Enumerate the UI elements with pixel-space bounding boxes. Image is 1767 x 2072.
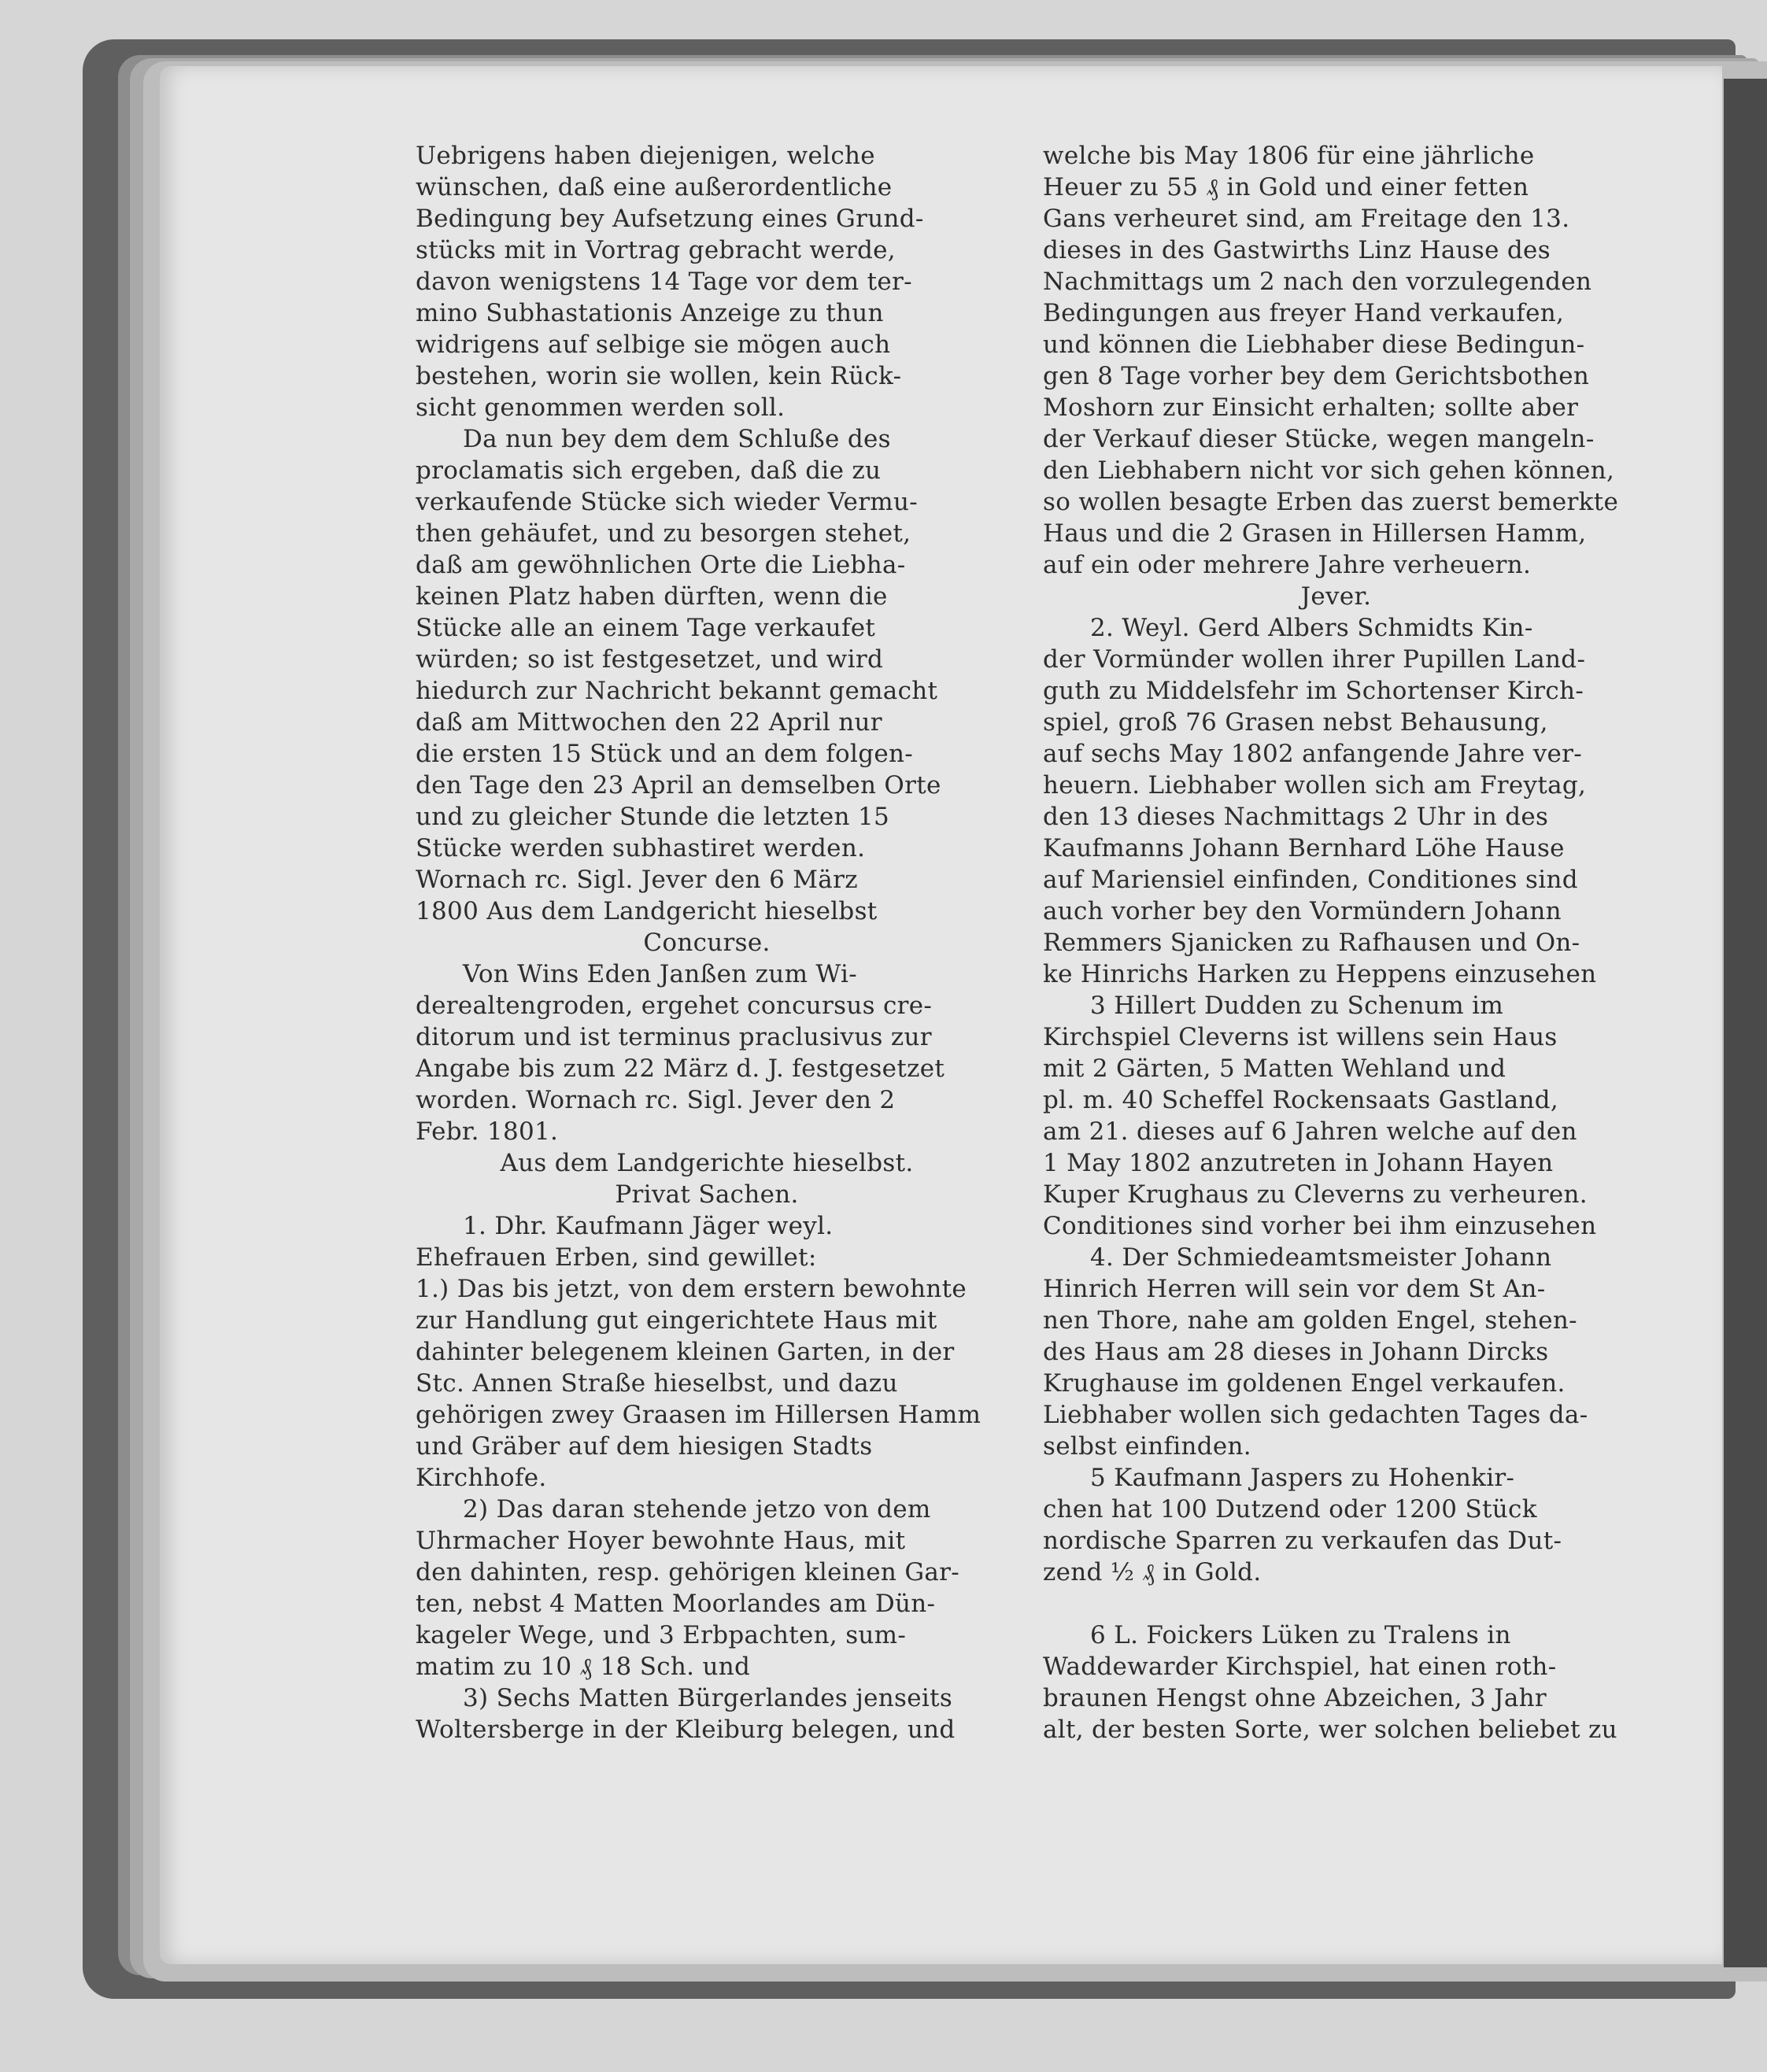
text-line: Kaufmanns Johann Bernhard Löhe Hause — [1043, 834, 1565, 862]
text-line: heuern. Liebhaber wollen sich am Freytag, — [1043, 771, 1587, 800]
text-line: Concursе. — [643, 929, 771, 957]
text-line: den 13 dieses Nachmittags 2 Uhr in des — [1043, 803, 1549, 831]
text-line: Kirchhofe. — [416, 1464, 547, 1492]
text-line: 1 May 1802 anzutreten in Johann Hayen — [1043, 1149, 1554, 1177]
text-line: chen hat 100 Dutzend oder 1200 Stück — [1043, 1495, 1537, 1524]
text-line: Heuer zu 55 ₰ in Gold und einer fetten — [1043, 173, 1529, 201]
left-text-column — [416, 140, 998, 1745]
text-line: hiedurch zur Nachricht bekannt gemacht — [416, 677, 938, 705]
text-line: welche bis May 1806 für eine jährliche — [1043, 142, 1535, 170]
text-line: so wollen besagte Erben das zuerst bemerkte — [1043, 488, 1619, 516]
text-line: Haus und die 2 Grasen in Hillersen Hamm, — [1043, 519, 1587, 548]
text-line: daß am gewöhnlichen Orte die Liebha- — [416, 551, 906, 579]
text-line: then gehäufet, und zu besorgen stehet, — [416, 519, 911, 548]
text-line: davon wenigstens 14 Tage vor dem ter- — [416, 268, 912, 296]
text-line: Stücke werden subhastiret werden. — [416, 834, 866, 862]
text-line: selbst einfinden. — [1043, 1432, 1251, 1461]
text-line: ditorum und ist terminus praclusivus zur — [416, 1023, 932, 1051]
text-line: Aus dem Landgerichte hieselbst. — [500, 1149, 914, 1177]
text-line: am 21. dieses auf 6 Jahren welche auf den — [1043, 1117, 1577, 1146]
text-line: nordische Sparren zu verkaufen das Dut- — [1043, 1527, 1562, 1555]
text-line: der Vormünder wollen ihrer Pupillen Land- — [1043, 645, 1586, 674]
text-line: Uhrmacher Hoyer bewohnte Haus, mit — [416, 1527, 906, 1555]
binding-shadow — [1724, 79, 1767, 1967]
text-line: des Haus am 28 dieses in Johann Dircks — [1043, 1338, 1549, 1366]
text-line: Krughause im goldenen Engel verkaufen. — [1043, 1369, 1566, 1398]
text-line: 3 Hillert Dudden zu Schenum im — [1090, 992, 1504, 1020]
text-line: 1800 Aus dem Landgericht hieselbst — [416, 897, 878, 925]
text-line: spiel, groß 76 Grasen nebst Behausung, — [1043, 708, 1548, 737]
text-line: keinen Platz haben dürften, wenn die — [416, 582, 888, 611]
text-line: die ersten 15 Stück und an dem folgen- — [416, 740, 914, 768]
text-line: Kuper Krughaus zu Cleverns zu verheuren. — [1043, 1180, 1588, 1209]
text-line: auf Mariensiel einfinden, Conditiones sind — [1043, 866, 1578, 894]
text-line: Kirchspiel Cleverns ist willens sein Haus — [1043, 1023, 1558, 1051]
text-line: wünschen, daß eine außerordentliche — [416, 173, 893, 201]
text-line: würden; so ist festgesetzet, und wird — [416, 645, 884, 674]
text-line: Liebhaber wollen sich gedachten Tages da- — [1043, 1401, 1588, 1429]
text-line: Von Wins Eden Janßen zum Wi- — [463, 960, 858, 988]
text-line: Febr. 1801. — [416, 1117, 559, 1146]
text-line: dahinter belegenem kleinen Garten, in der — [416, 1338, 955, 1366]
text-line: Stc. Annen Straße hieselbst, und dazu — [416, 1369, 898, 1398]
text-line: auch vorher bey den Vormündern Johann — [1043, 897, 1562, 925]
right-text-column — [1043, 140, 1629, 1745]
text-line: sicht genommen werden soll. — [416, 393, 786, 422]
text-line: 5 Kaufmann Jaspers zu Hohenkir- — [1090, 1464, 1515, 1492]
text-line: Bedingung bey Aufsetzung eines Grund- — [416, 205, 924, 233]
text-line: und können die Liebhaber diese Bedingun- — [1043, 331, 1585, 359]
text-line: der Verkauf dieser Stücke, wegen mangeln- — [1043, 425, 1595, 453]
text-line: den dahinten, resp. gehörigen kleinen Gar- — [416, 1558, 960, 1586]
text-line: Moshorn zur Einsicht erhalten; sollte aber — [1043, 393, 1579, 422]
text-line: daß am Mittwochen den 22 April nur — [416, 708, 882, 737]
text-line: 4. Der Schmiedeamtsmeister Johann — [1090, 1243, 1552, 1272]
text-line: auf sechs May 1802 anfangende Jahre ver- — [1043, 740, 1583, 768]
text-line: stücks mit in Vortrag gebracht werde, — [416, 236, 896, 264]
text-line: Ehefrauen Erben, sind gewillet: — [416, 1243, 817, 1272]
text-line: widrigens auf selbige sie mögen auch — [416, 331, 891, 359]
text-line: Woltersberge in der Kleiburg belegen, und — [416, 1716, 956, 1744]
text-line: den Liebhabern nicht vor sich gehen können, — [1043, 456, 1615, 485]
text-line: Nachmittags um 2 nach den vorzulegenden — [1043, 268, 1592, 296]
text-line: 6 L. Foickers Lüken zu Tralens in — [1090, 1621, 1511, 1649]
text-line: Wornach rc. Sigl. Jever den 6 März — [416, 866, 858, 894]
text-line: und Gräber auf dem hiesigen Stadts — [416, 1432, 873, 1461]
text-line: ten, nebst 4 Matten Moorlandes am Dün- — [416, 1590, 936, 1618]
text-line: 2. Weyl. Gerd Albers Schmidts Kin- — [1090, 614, 1533, 642]
text-line: 2) Das daran stehende jetzo von dem — [463, 1495, 931, 1524]
text-line: zur Handlung gut eingerichtete Haus mit — [416, 1306, 937, 1335]
text-line: Hinrich Herren will sein vor dem St An- — [1043, 1275, 1546, 1303]
text-line: nen Thore, nahe am golden Engel, stehen- — [1043, 1306, 1577, 1335]
text-line — [1043, 1588, 1629, 1620]
text-line: Waddewarder Kirchspiel, hat einen roth- — [1043, 1653, 1557, 1681]
text-line: mino Subhastationis Anzeige zu thun — [416, 299, 884, 327]
text-line: mit 2 Gärten, 5 Matten Wehland und — [1043, 1054, 1506, 1083]
text-line: worden. Wornach rc. Sigl. Jever den 2 — [416, 1086, 896, 1114]
text-line: gen 8 Tage vorher bey dem Gerichtsbothen — [1043, 362, 1590, 390]
text-line: und zu gleicher Stunde die letzten 15 — [416, 803, 889, 831]
text-line: verkaufende Stücke sich wieder Vermu- — [416, 488, 919, 516]
text-line: Stücke alle an einem Tage verkaufet — [416, 614, 876, 642]
text-line: 1. Dhr. Kaufmann Jäger weyl. — [463, 1212, 834, 1240]
text-line: 3) Sechs Matten Bürgerlandes jenseits — [463, 1684, 953, 1712]
text-line: Bedingungen aus freyer Hand verkaufen, — [1043, 299, 1565, 327]
text-line: ke Hinrichs Harken zu Heppens einzusehen — [1043, 960, 1597, 988]
text-line: matim zu 10 ₰ 18 Sch. und — [416, 1653, 751, 1681]
text-line: kageler Wege, und 3 Erbpachten, sum- — [416, 1621, 907, 1649]
text-line: bestehen, worin sie wollen, kein Rück- — [416, 362, 902, 390]
text-line: pl. m. 40 Scheffel Rockensaats Gastland, — [1043, 1086, 1559, 1114]
text-line: Uebrigens haben diejenigen, welche — [416, 142, 875, 170]
text-line: gehörigen zwey Graasen im Hillersen Hamm — [416, 1401, 981, 1429]
text-line: Gans verheuret sind, am Freitage den 13. — [1043, 205, 1570, 233]
text-line: auf ein oder mehrere Jahre verheuern. — [1043, 551, 1532, 579]
text-line: Conditiones sind vorher bei ihm einzusehen — [1043, 1212, 1597, 1240]
text-line: Da nun bey dem dem Schluße des — [463, 425, 891, 453]
text-line: Privat Sachen. — [615, 1180, 799, 1209]
text-line: dieses in des Gastwirths Linz Hause des — [1043, 236, 1551, 264]
text-line: derealtengroden, ergehet concursus cre- — [416, 992, 933, 1020]
text-line: Jever. — [1300, 582, 1372, 611]
text-line: 1.) Das bis jetzt, von dem erstern bewohnte — [416, 1275, 967, 1303]
text-line: braunen Hengst ohne Abzeichen, 3 Jahr — [1043, 1684, 1547, 1712]
text-line: alt, der besten Sorte, wer solchen beliebet zu — [1043, 1716, 1617, 1744]
text-line: zend ½ ₰ in Gold. — [1043, 1558, 1262, 1586]
text-line: Angabe bis zum 22 März d. J. festgesetzet — [416, 1054, 945, 1083]
text-line: guth zu Middelsfehr im Schortenser Kirch- — [1043, 677, 1584, 705]
text-line: den Tage den 23 April an demselben Orte — [416, 771, 941, 800]
text-line: proclamatis sich ergeben, daß die zu — [416, 456, 882, 485]
text-line: Remmers Sjanicken zu Rafhausen und On- — [1043, 929, 1580, 957]
